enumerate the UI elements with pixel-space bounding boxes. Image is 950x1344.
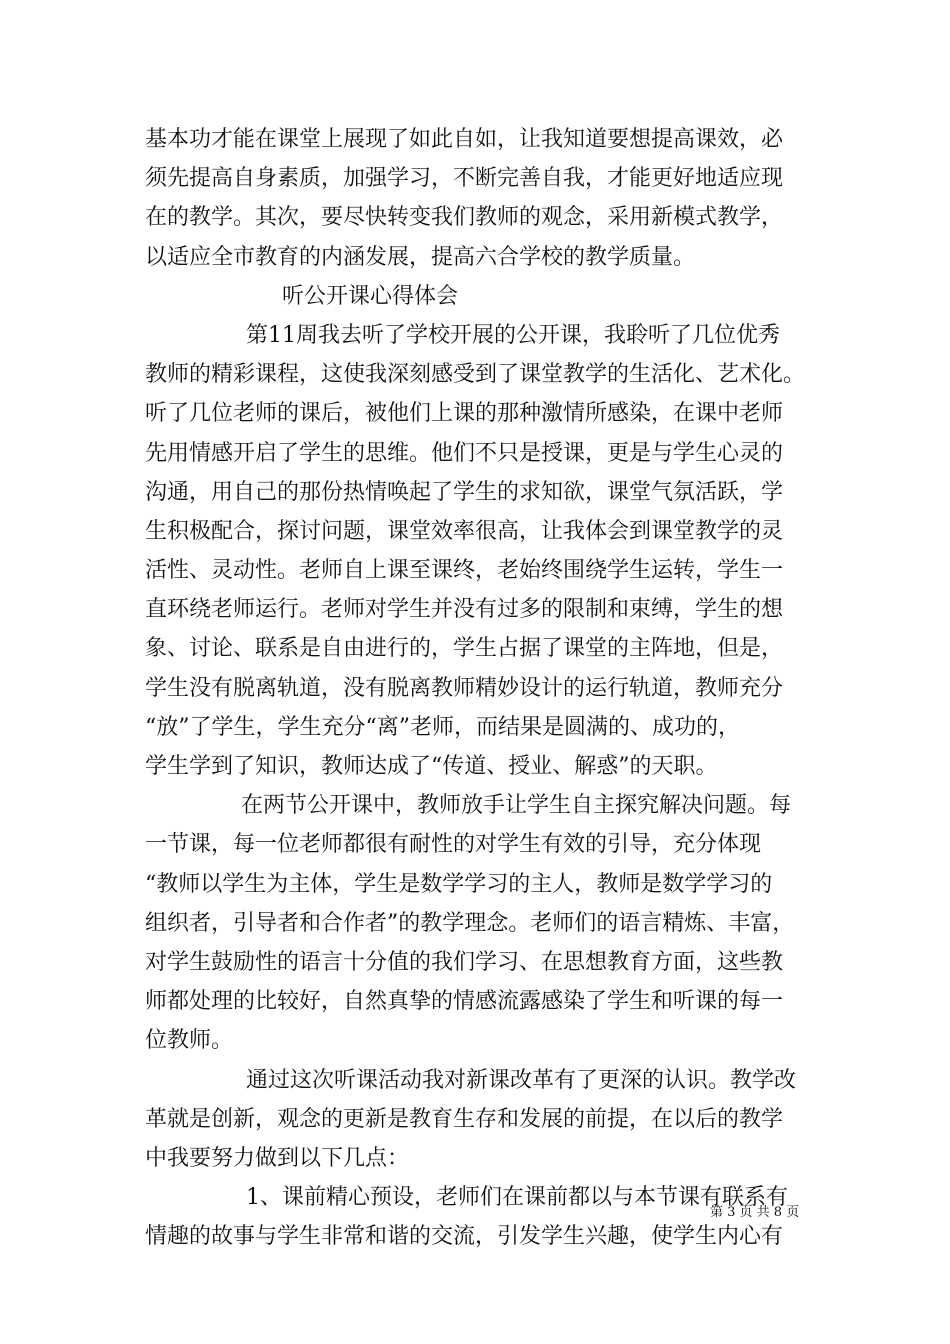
text-line: 须先提高自身素质，加强学习，不断完善自我，才能更好地适应现 — [145, 166, 784, 192]
text-line: 组织者，引导者和合作者”的教学理念。老师们的语言精炼、丰富， — [145, 910, 795, 936]
text-line: 一节课，每一位老师都很有耐性的对学生有效的引导，充分体现 — [145, 832, 762, 858]
section-title: 听公开课心得体会 — [282, 283, 459, 309]
text-line: 基本功才能在课堂上展现了如此自如，让我知道要想提高课效，必 — [145, 127, 784, 152]
text-line: 1、课前精心预设，老师们在课前都以与本节课有联系有 — [246, 1185, 788, 1211]
text-line: 通过这次听课活动我对新课改革有了更深的认识。教学改 — [246, 1067, 797, 1093]
text-line: 在的教学。其次，要尽快转变我们教师的观念，采用新模式教学， — [145, 205, 784, 231]
text-line: 情趣的故事与学生非常和谐的交流，引发学生兴趣，使学生内心有 — [145, 1224, 784, 1250]
text-line: “教师以学生为主体，学生是数学学习的主人，教师是数学学习的 — [145, 871, 773, 897]
text-line: 以适应全市教育的内涵发展，提高六合学校的教学质量。 — [145, 244, 696, 270]
text-line: 对学生鼓励性的语言十分值的我们学习、在思想教育方面，这些教 — [145, 949, 784, 975]
body-text — [145, 120, 815, 1256]
text-line: 学生学到了知识，教师达成了“传道、授业、解惑”的天职。 — [145, 754, 718, 779]
text-line: “放”了学生，学生充分“离”老师，而结果是圆满的、成功的， — [145, 714, 740, 740]
page-number: 第 3 页 共 8 页 — [710, 1205, 800, 1220]
text-line: 师都处理的比较好，自然真挚的情感流露感染了学生和听课的每一 — [145, 989, 784, 1015]
text-line: 学生没有脱离轨道，没有脱离教师精妙设计的运行轨道，教师充分 — [145, 675, 784, 701]
text-line: 听了几位老师的课后，被他们上课的那种激情所感染，在课中老师 — [145, 401, 784, 427]
text-line: 先用情感开启了学生的思维。他们不只是授课，更是与学生心灵的 — [145, 440, 784, 466]
text-line: 教师的精彩课程，这使我深刻感受到了课堂教学的生活化、艺术化。 — [145, 362, 806, 388]
text-line: 中我要努力做到以下几点： — [145, 1145, 410, 1171]
text-line: 象、讨论、联系是自由进行的，学生占据了课堂的主阵地，但是， — [145, 636, 784, 662]
text-line: 活性、灵动性。老师自上课至课终，老始终围绕学生运转，学生一 — [145, 558, 784, 584]
text-line: 在两节公开课中，教师放手让学生自主探究解决问题。每 — [241, 793, 792, 819]
text-line: 生积极配合，探讨问题，课堂效率很高，让我体会到课堂教学的灵 — [145, 518, 784, 544]
text-line: 沟通，用自己的那份热情唤起了学生的求知欲，课堂气氛活跃，学 — [145, 479, 784, 505]
text-line: 位教师。 — [145, 1028, 234, 1054]
text-line: 革就是创新，观念的更新是教育生存和发展的前提，在以后的教学 — [145, 1106, 784, 1132]
text-line: 直环绕老师运行。老师对学生并没有过多的限制和束缚，学生的想 — [145, 597, 784, 623]
text-line: 第11周我去听了学校开展的公开课，我聆听了几位优秀 — [246, 322, 780, 348]
